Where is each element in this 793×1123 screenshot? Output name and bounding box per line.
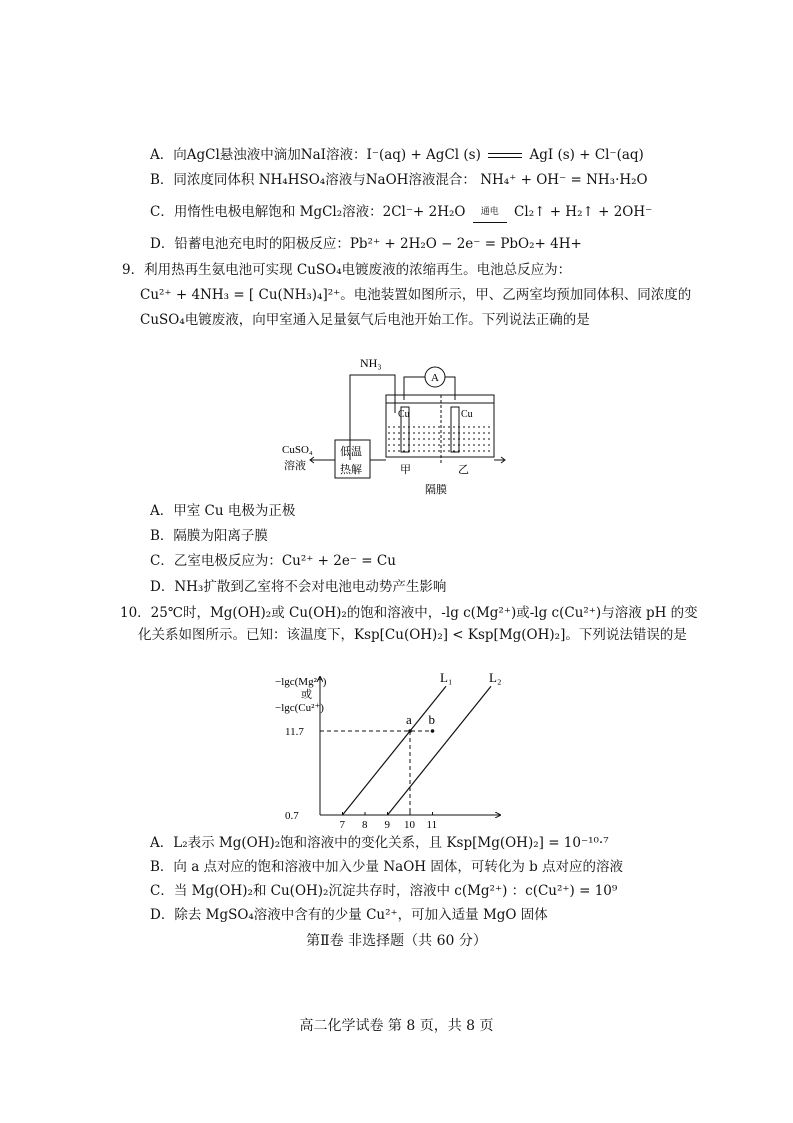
chamber-jia-label: 甲 (400, 464, 411, 476)
q8-option-c-right: Cl₂↑ + H₂↑ + 2OH⁻ (514, 204, 653, 220)
q8-option-c-left: C．用惰性电极电解饱和 MgCl₂溶液：2Cl⁻+ 2H₂O (150, 204, 466, 220)
box-label-2: 热解 (340, 464, 362, 476)
series-line-1 (343, 686, 447, 815)
q9-stem-line1: 9．利用热再生氨电池可实现 CuSO₄电镀废液的浓缩再生。电池总反应为： (122, 262, 572, 278)
point-label-b: b (428, 712, 435, 727)
q9-option-b: B．隔膜为阳离子膜 (150, 528, 268, 544)
q10-stem-line1: 10．25℃时，Mg(OH)₂或 Cu(OH)₂的饱和溶液中，-lg c(Mg²⁺)或-lg c(Cu²⁺)与溶液 pH 的变 (120, 605, 698, 621)
point-label-a: a (406, 712, 412, 727)
q10-option-b: B．向 a 点对应的饱和溶液中加入少量 NaOH 固体，可转化为 b 点对应的溶液 (150, 859, 624, 875)
q10-option-c: C．当 Mg(OH)₂和 Cu(OH)₂沉淀共存时，溶液中 c(Mg²⁺) ：c(Cu²⁺) = 10⁹ (150, 883, 618, 899)
point-a (408, 729, 412, 733)
y-tick-label: 11.7 (285, 726, 304, 738)
cuso4-label: CuSO₄ (282, 444, 313, 456)
q8-option-b: B．同浓度同体积 NH₄HSO₄溶液与NaOH溶液混合： NH₄⁺ + OH⁻ = NH₃·H₂O (150, 172, 648, 188)
q8-option-a-right: AgI (s) + Cl⁻(aq) (529, 147, 644, 163)
x-tick-label: 11 (426, 819, 438, 831)
series-line-2 (388, 686, 492, 815)
q9-stem-line2: Cu²⁺ + 4NH₃ = [ Cu(NH₃)₄]²⁺。电池装置如图所示，甲、乙两室均预加同体积、同浓度的 (140, 287, 692, 303)
y-axis-label-2: −lgc(Cu²⁺) (275, 702, 324, 714)
q9-option-d: D．NH₃扩散到乙室将不会对电池电动势产生影响 (150, 579, 447, 595)
solution-label: 溶液 (284, 460, 306, 472)
x-tick-label: 10 (404, 819, 415, 831)
q10-option-d: D．除去 MgSO₄溶液中含有的少量 Cu²⁺，可加入适量 MgO 固体 (150, 907, 548, 923)
chamber-yi-label: 乙 (458, 464, 469, 476)
battery-apparatus-diagram (280, 345, 520, 505)
cu-right-label: Cu (461, 409, 473, 420)
cu-left-label: Cu (398, 409, 410, 420)
box-label-1: 低温 (340, 446, 362, 458)
series-label-1: L₁ (440, 670, 453, 686)
q8-option-d: D．铅蓄电池充电时的阳极反应：Pb²⁺ + 2H₂O − 2e⁻ = PbO₂+ 4H+ (150, 236, 582, 252)
y-tick-label: 0.7 (285, 810, 299, 822)
q9-option-a: A．甲室 Cu 电极为正极 (150, 503, 296, 519)
ammeter-label: A (431, 372, 439, 384)
reversible-arrow-icon (488, 151, 522, 161)
x-tick-label: 9 (384, 819, 390, 831)
y-axis-label-1: −lgc(Mg²⁺) (275, 676, 327, 688)
q10-option-a: A．L₂表示 Mg(OH)₂饱和溶液中的变化关系，且 Ksp[Mg(OH)₂] = 10⁻¹⁰·⁷ (150, 835, 609, 851)
q10-stem-line2: 化关系如图所示。已知：该温度下，Ksp[Cu(OH)₂] < Ksp[Mg(OH)₂]。下列说法错误的是 (138, 627, 687, 643)
page-footer: 高二化学试卷 第 8 页，共 8 页 (299, 1018, 494, 1034)
series-label-2: L₂ (489, 670, 502, 686)
nh3-label: NH₃ (360, 356, 382, 370)
y-axis-label-or: 或 (301, 689, 312, 701)
q8-option-c (150, 203, 652, 223)
point-b (431, 729, 435, 733)
section-title: 第Ⅱ卷 非选择题（共 60 分） (306, 933, 487, 949)
x-tick-label: 7 (339, 819, 345, 831)
q9-option-c: C．乙室电极反应为：Cu²⁺ + 2e⁻ = Cu (150, 553, 396, 569)
q8-option-a-left: A．向AgCl悬浊液中滴加NaI溶液：I⁻(aq) + AgCl (s) (150, 147, 481, 163)
x-tick-label: 8 (362, 819, 368, 831)
q9-stem-line3: CuSO₄电镀废液，向甲室通入足量氨气后电池开始工作。下列说法正确的是 (140, 312, 590, 328)
membrane-label: 隔膜 (425, 484, 447, 496)
q8-option-a (150, 146, 644, 164)
electrolysis-condition: 通电 (473, 203, 507, 223)
ph-chart (275, 665, 515, 835)
